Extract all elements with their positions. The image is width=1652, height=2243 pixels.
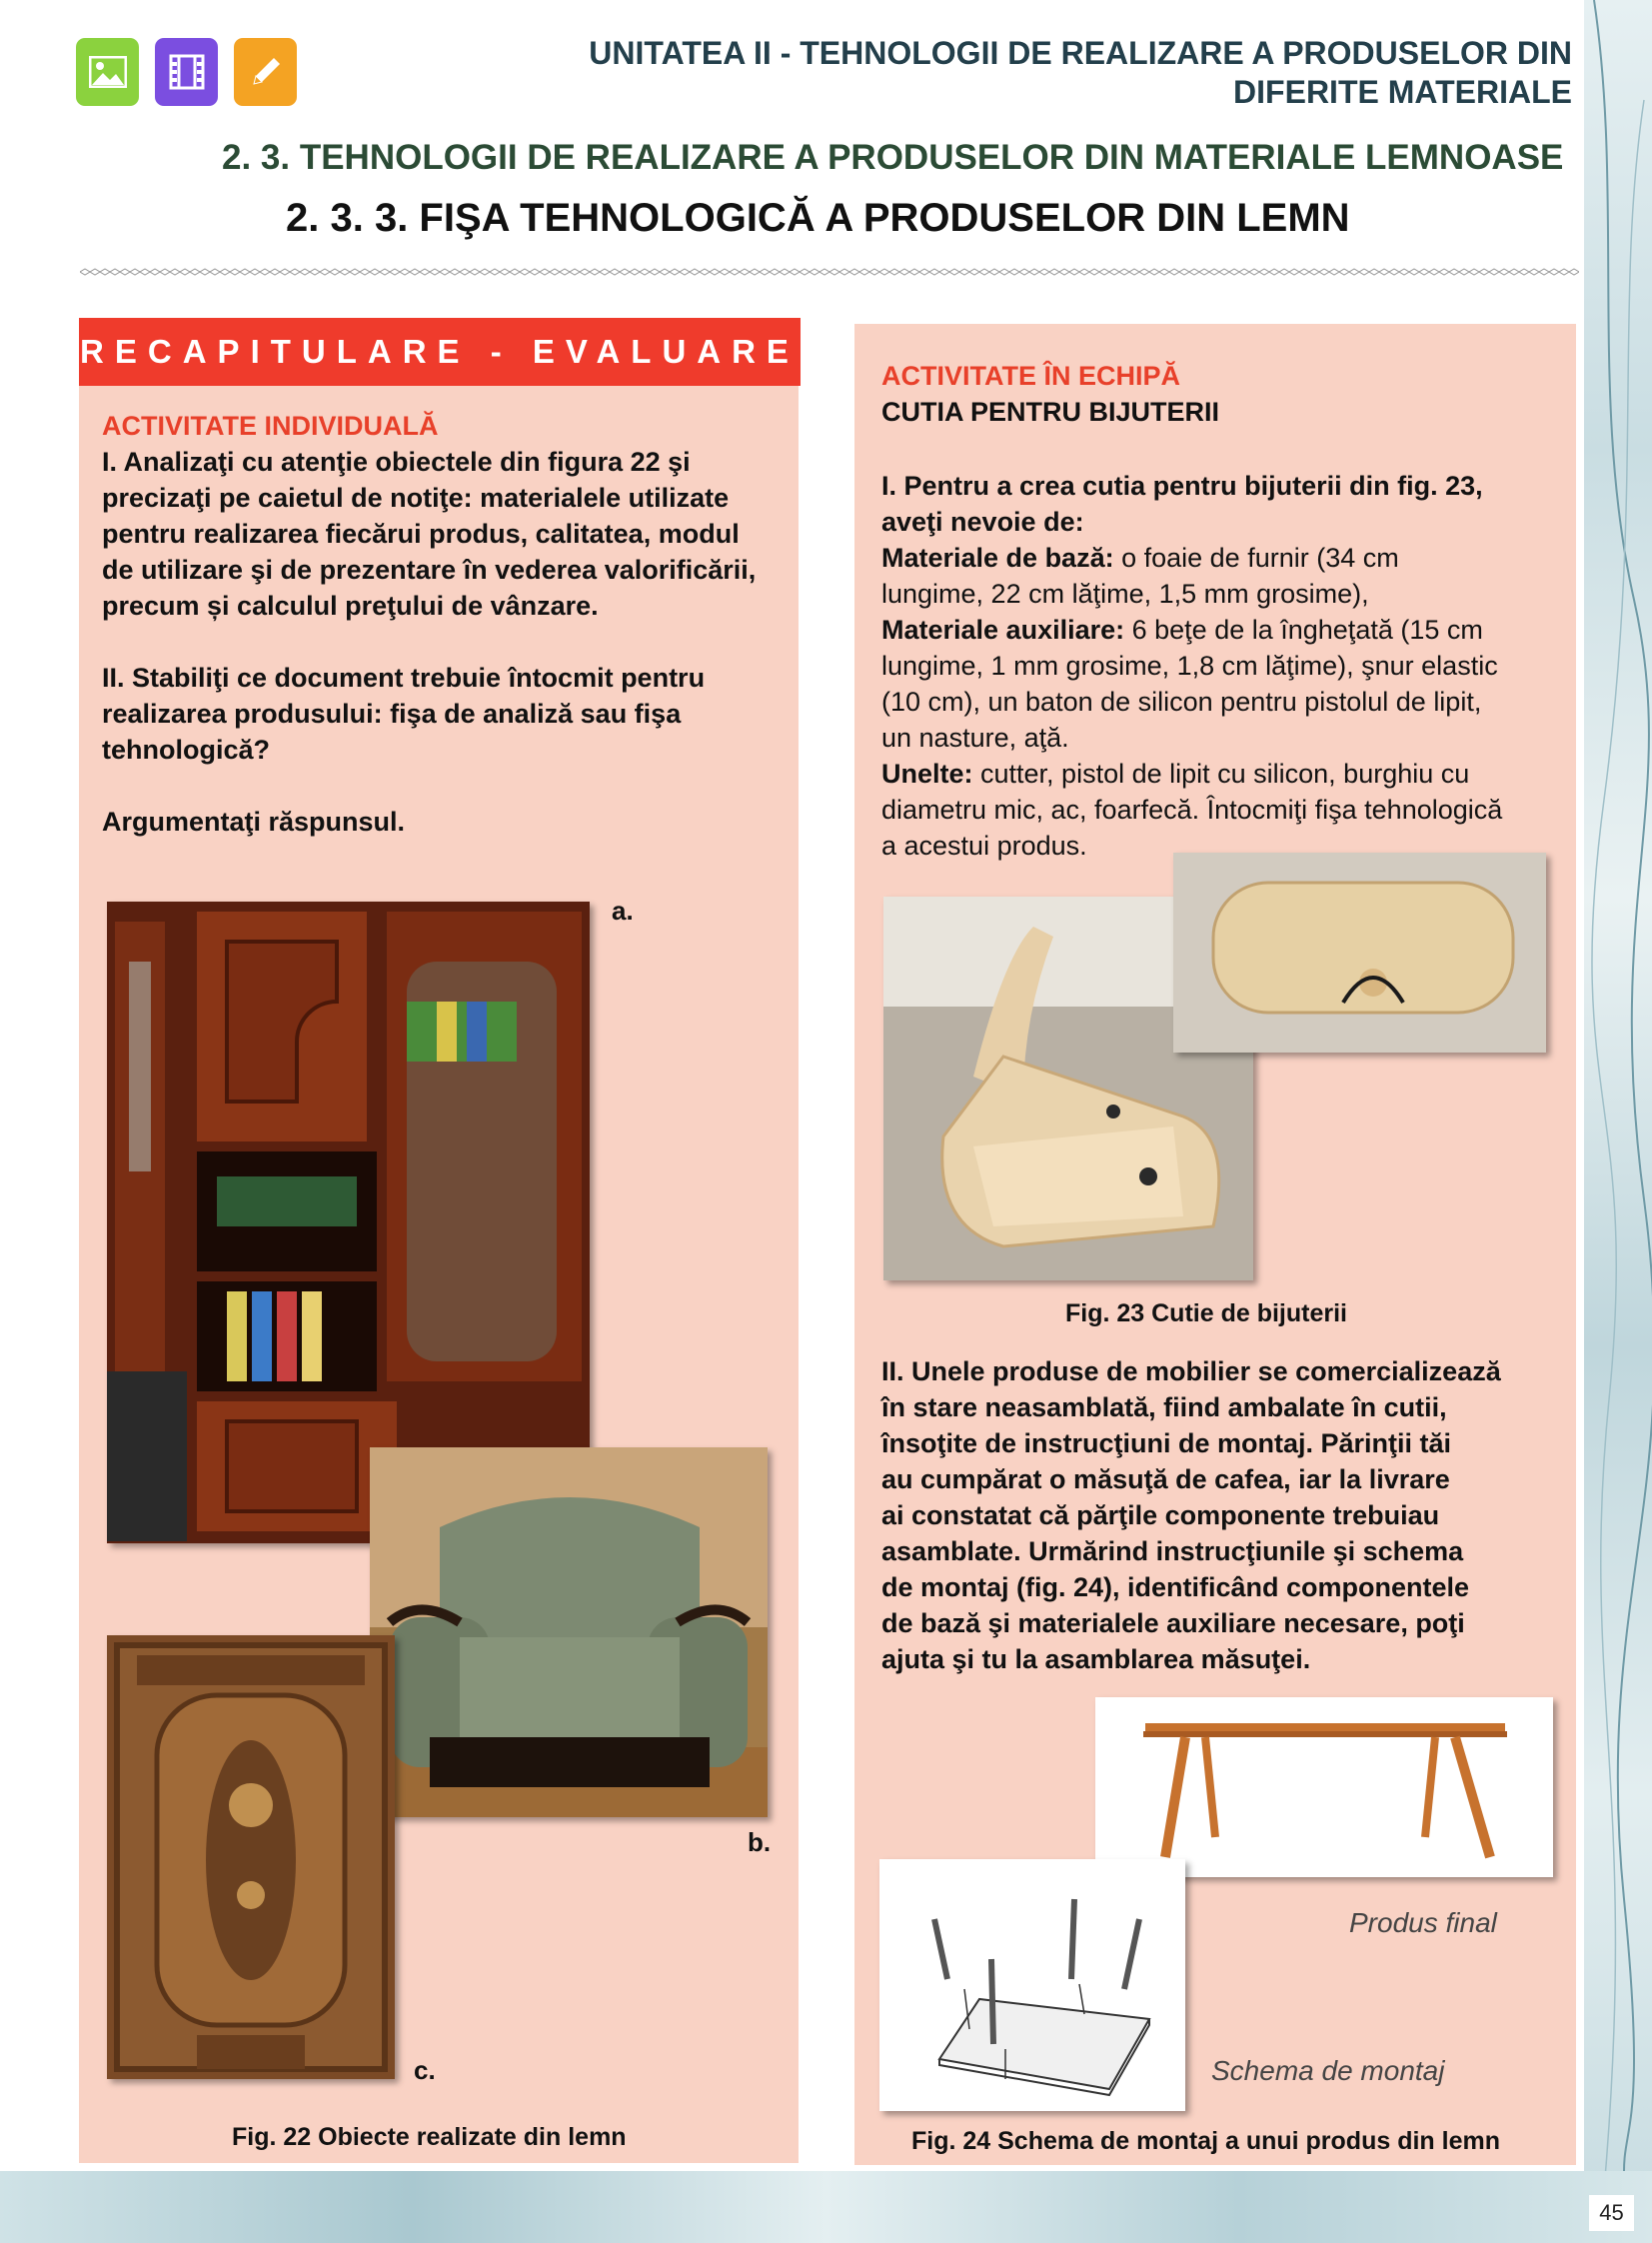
base-materials-text: lungime, 22 cm lăţime, 1,5 mm grosime), [881, 579, 1369, 609]
recap-banner: RECAPITULARE - EVALUARE [79, 318, 801, 386]
product-final-label: Produs final [1349, 1907, 1497, 1938]
individual-question-2 [102, 660, 705, 768]
marble-decoration [1584, 0, 1652, 2243]
tools-text: diametru mic, ac, foarfecă. Întocmiţi fişa tehnologică [881, 795, 1503, 825]
tools-text: cutter, pistol de lipit cu silicon, burghiu cu [972, 759, 1470, 789]
question-1-line: precizaţi pe caietul de notiţe: materialele utilizate [102, 483, 730, 513]
tools-text: a acestui produs. [881, 831, 1087, 861]
fig-22-caption: Fig. 22 Obiecte realizate din lemn [232, 2123, 627, 2151]
question-2-line: de montaj (fig. 24), identificând componentele [881, 1572, 1470, 1602]
individual-question-1 [102, 444, 756, 624]
question-2-line: de bază şi materialele auxiliare necesare, poţi [881, 1608, 1465, 1638]
film-icon[interactable] [155, 38, 218, 106]
question-1-line: pentru realizarea fiecărui produs, calitatea, modul [102, 519, 740, 549]
individual-activity-title: ACTIVITATE INDIVIDUALĂ [102, 411, 439, 441]
question-2-line: II. Stabiliţi ce document trebuie întocmit pentru [102, 663, 706, 693]
unit-title [473, 34, 1572, 112]
assembly-diagram [879, 1859, 1185, 2111]
unit-title-line1: UNITATEA II - TEHNOLOGII DE REALIZARE A PRODUSELOR DIN [589, 35, 1572, 71]
aux-materials-text: un nasture, aţă. [881, 723, 1069, 753]
aux-materials-text: lungime, 1 mm grosime, 1,8 cm lăţime), şnur elastic [881, 651, 1498, 681]
base-materials-text: o foaie de furnir (34 cm [1113, 543, 1399, 573]
header-divider [80, 268, 1579, 276]
label-c: c. [414, 2055, 436, 2085]
page-number: 45 [1589, 2195, 1634, 2231]
intro-line: I. Pentru a crea cutia pentru bijuterii din fig. 23, [881, 471, 1483, 501]
coffee-table-photo [1095, 1697, 1553, 1877]
question-1-line: de utilizare şi de prezentare în vederea valorificării, [102, 555, 757, 585]
fig-23-caption: Fig. 23 Cutie de bijuterii [1065, 1299, 1347, 1327]
marble-footer-decoration [0, 2171, 1652, 2243]
armchair-photo [370, 1447, 768, 1817]
question-2-line: în stare neasamblată, fiind ambalate în cutii, [881, 1392, 1447, 1422]
team-question-2 [881, 1353, 1571, 1677]
jewelry-box-requirements [881, 468, 1571, 864]
fig-24-caption: Fig. 24 Schema de montaj a unui produs din lemn [911, 2127, 1500, 2155]
question-2-line: însoţite de instrucţiuni de montaj. Părinţii tăi [881, 1428, 1452, 1458]
team-activity-subtitle: CUTIA PENTRU BIJUTERII [881, 397, 1220, 427]
pencil-icon[interactable] [234, 38, 297, 106]
tools-label: Unelte: [881, 759, 973, 789]
question-2-line: tehnologică? [102, 735, 270, 765]
subsection-title: 2. 3. 3. FIŞA TEHNOLOGICĂ A PRODUSELOR DIN LEMN [286, 196, 1350, 240]
argue-prompt: Argumentaţi răspunsul. [102, 807, 406, 837]
unit-title-line2: DIFERITE MATERIALE [1233, 74, 1572, 110]
aux-materials-text: 6 beţe de la îngheţată (15 cm [1124, 615, 1483, 645]
intro-line: aveţi nevoie de: [881, 507, 1084, 537]
assembly-schema-label: Schema de montaj [1211, 2055, 1445, 2086]
carved-door-photo [107, 1635, 395, 2079]
question-1-line: I. Analizaţi cu atenţie obiectele din figura 22 şi [102, 447, 691, 477]
question-2-line: ajuta şi tu la asamblarea măsuţei. [881, 1644, 1311, 1674]
question-2-line: realizarea produsului: fişa de analiză sau fişa [102, 699, 682, 729]
team-activity-title: ACTIVITATE ÎN ECHIPĂ [881, 361, 1181, 391]
question-2-line: au cumpărat o măsuţă de cafea, iar la livrare [881, 1464, 1450, 1494]
aux-materials-text: (10 cm), un baton de silicon pentru pistolul de lipit, [881, 687, 1482, 717]
question-2-line: asamblate. Urmărind instrucţiunile şi schema [881, 1536, 1464, 1566]
toolbar-icons [76, 38, 297, 106]
aux-materials-label: Materiale auxiliare: [881, 615, 1125, 645]
base-materials-label: Materiale de bază: [881, 543, 1114, 573]
image-icon[interactable] [76, 38, 139, 106]
question-1-line: precum și calculul preţului de vânzare. [102, 591, 599, 621]
closed-box-photo [1173, 853, 1546, 1053]
label-b: b. [748, 1827, 772, 1857]
section-title: 2. 3. TEHNOLOGII DE REALIZARE A PRODUSELOR DIN MATERIALE LEMNOASE [222, 138, 1564, 177]
label-a: a. [612, 896, 634, 926]
question-2-line: II. Unele produse de mobilier se comercializează [881, 1356, 1501, 1386]
question-2-line: ai constatat că părţile componente trebuiau [881, 1500, 1440, 1530]
